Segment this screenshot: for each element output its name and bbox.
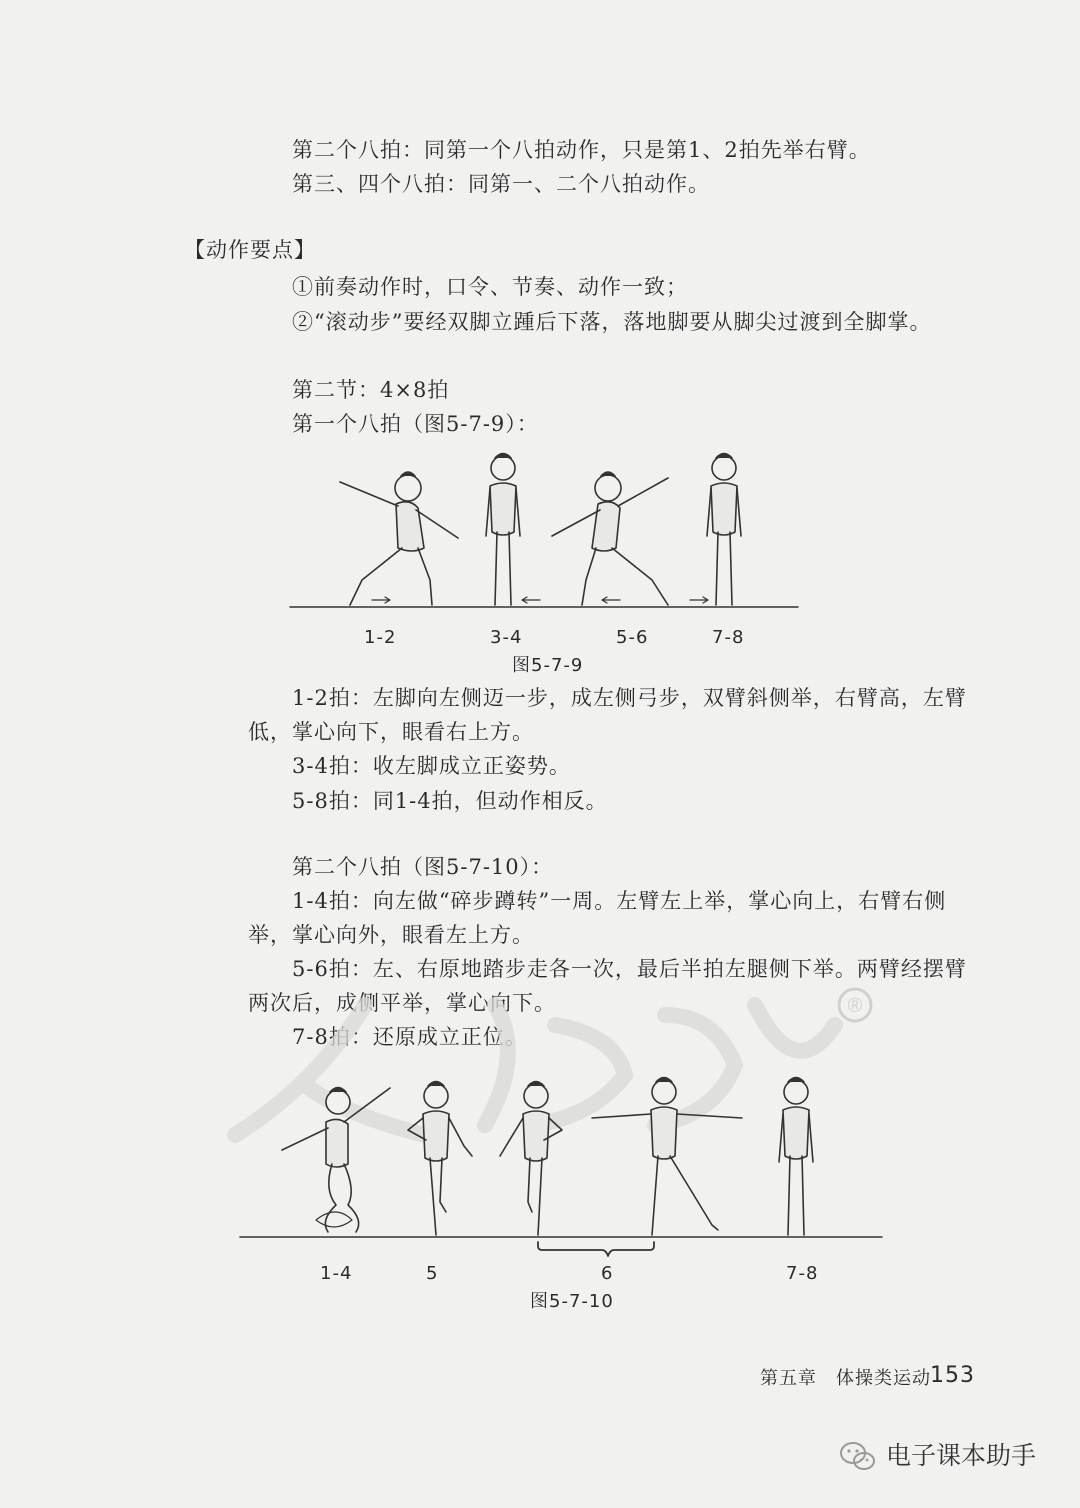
gymnast-6a (500, 1082, 562, 1236)
count-1-4-line2: 举，掌心向外，眼看左上方。 (248, 923, 534, 947)
page-number: 153 (930, 1363, 975, 1388)
beat-5-8: 5-8拍：同1-4拍，但动作相反。 (292, 789, 608, 813)
key-point-1: ①前奏动作时，口令、节奏、动作一致； (292, 275, 688, 299)
section-two-first-eight: 第一个八拍（图5-7-9）： (292, 412, 539, 436)
paragraph-third-fourth-eight-beat: 第三、四个八拍：同第一、二个八拍动作。 (292, 172, 710, 196)
figure-caption-5-7-10: 图5-7-10 (530, 1291, 614, 1312)
figure-5-7-10 (240, 1070, 885, 1260)
account-name: 电子课本助手 (886, 1441, 1037, 1470)
fig1-label-3-4: 3-4 (490, 627, 523, 648)
gymnast-1-4 (282, 1088, 390, 1233)
count-5-6-line2: 两次后，成侧平举，掌心向下。 (248, 991, 556, 1015)
beat-3-4: 3-4拍：收左脚成立正姿势。 (292, 754, 571, 778)
fig1-label-7-8: 7-8 (712, 627, 745, 648)
gymnast-7-8-b (779, 1078, 813, 1236)
count-7-8: 7-8拍：还原成立正位。 (292, 1025, 527, 1049)
paragraph-second-eight-beat: 第二个八拍：同第一个八拍动作，只是第1、2拍先举右臂。 (292, 138, 871, 162)
fig2-label-1-4: 1-4 (320, 1263, 353, 1284)
chapter-footer: 第五章 体操类运动 (760, 1368, 931, 1389)
watermark-registered-mark: ® (847, 995, 863, 1017)
fig2-label-5: 5 (426, 1263, 439, 1284)
beat-1-2-line2: 低，掌心向下，眼看右上方。 (248, 720, 534, 744)
count-1-4-line1: 1-4拍：向左做“碎步蹲转”一周。左臂左上举，掌心向上，右臂右侧 (292, 889, 947, 913)
count-5-6-line1: 5-6拍：左、右原地踏步走各一次，最后半拍左腿侧下举。两臂经摆臂 (292, 957, 967, 981)
key-point-2: ②“滚动步”要经双脚立踵后下落，落地脚要从脚尖过渡到全脚掌。 (292, 310, 932, 334)
section-title-key-points: 【动作要点】 (184, 238, 316, 262)
fig2-label-7-8: 7-8 (786, 1263, 819, 1284)
gymnast-5 (408, 1082, 472, 1236)
figure-caption-5-7-9: 图5-7-9 (512, 655, 584, 676)
gymnast-5-6 (552, 472, 668, 605)
section-two-second-eight: 第二个八拍（图5-7-10）： (292, 855, 554, 879)
gymnast-3-4 (486, 454, 520, 606)
gymnast-6b (592, 1078, 742, 1236)
fig1-label-5-6: 5-6 (616, 627, 649, 648)
fig2-label-6: 6 (601, 1263, 614, 1284)
gymnast-7-8 (707, 454, 741, 606)
fig1-label-1-2: 1-2 (364, 627, 397, 648)
wechat-icon (838, 1440, 878, 1474)
beat-1-2-line1: 1-2拍：左脚向左侧迈一步，成左侧弓步，双臂斜侧举，右臂高，左臂 (292, 686, 967, 710)
figure-5-7-9 (290, 440, 810, 615)
section-two-heading: 第二节：4×8拍 (292, 378, 450, 402)
gymnast-1-2 (340, 472, 458, 605)
